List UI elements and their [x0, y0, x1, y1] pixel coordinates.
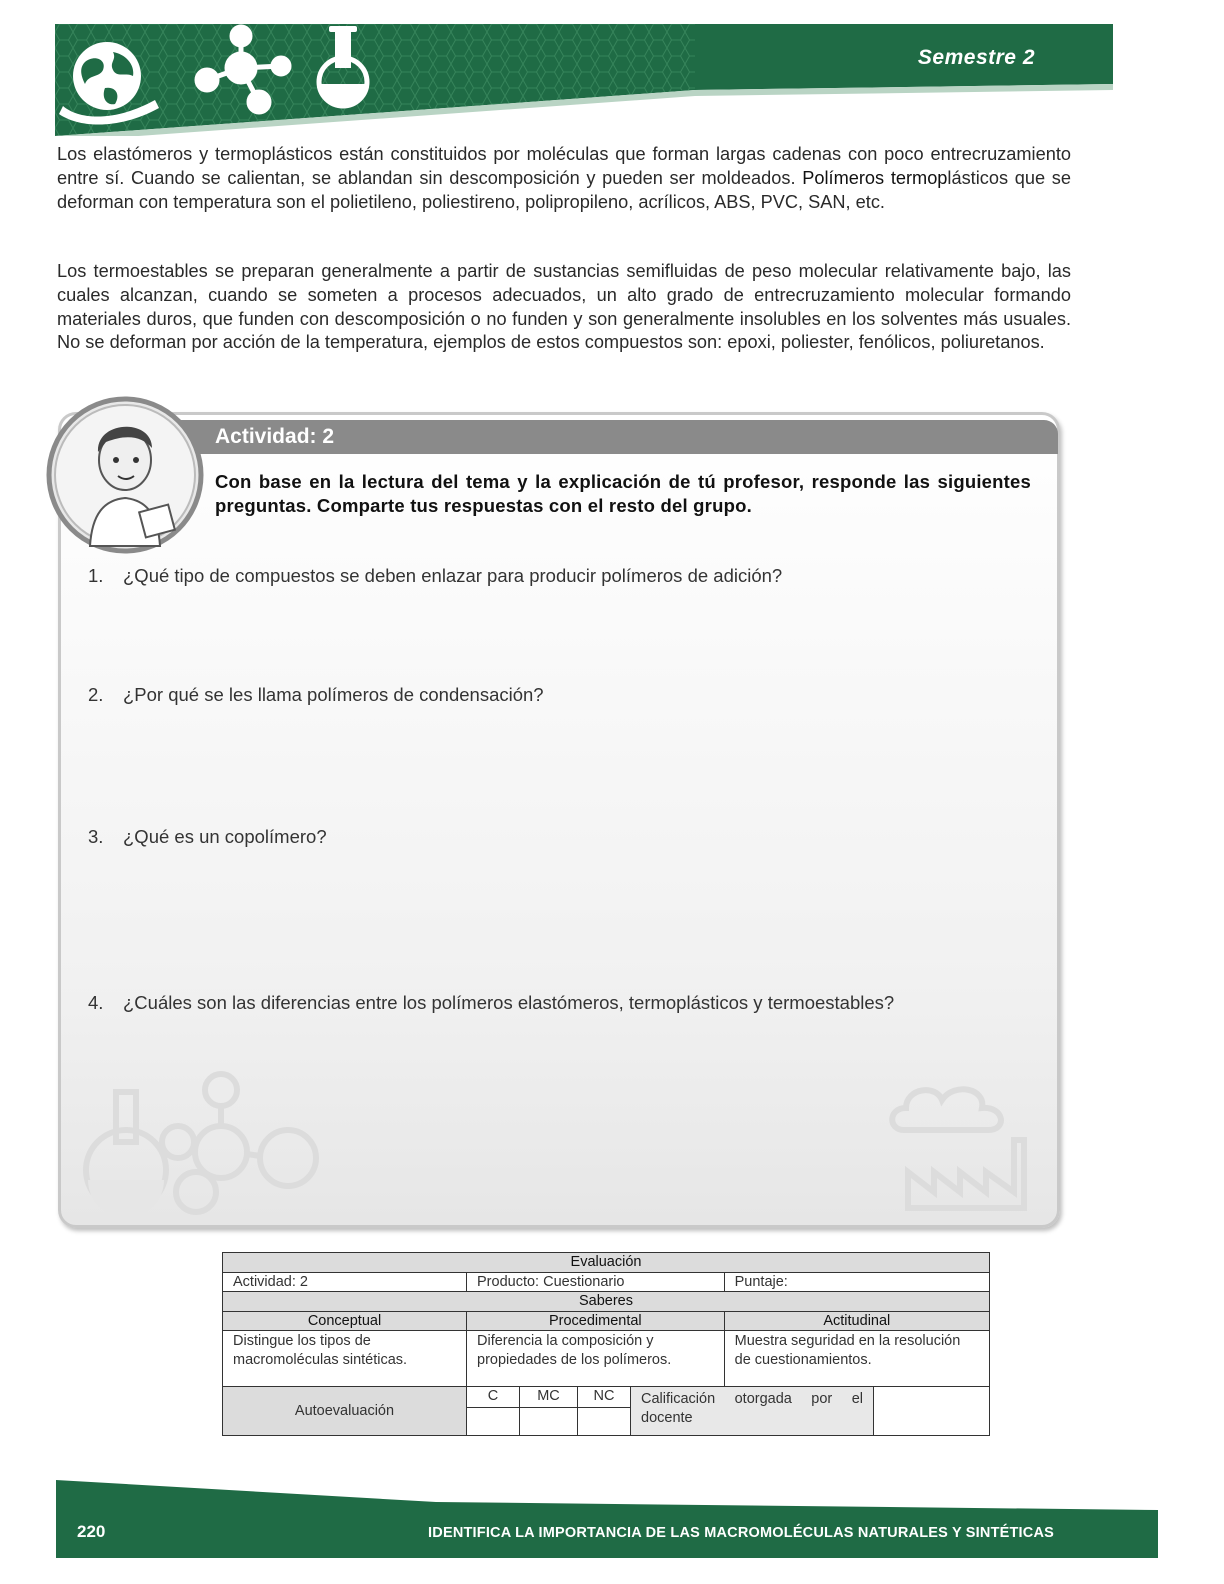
question-item	[88, 826, 327, 848]
activity-title: Actividad: 2	[215, 425, 335, 448]
product-cell: Producto: Cuestionario	[467, 1273, 725, 1292]
nc-checkbox[interactable]	[578, 1407, 631, 1435]
question-text: ¿Qué tipo de compuestos se deben enlazar para producir polímeros de adición?	[123, 565, 783, 586]
question-item	[88, 565, 782, 587]
mc-checkbox[interactable]	[520, 1407, 578, 1435]
conceptual-cell: Distingue los tipos de macromoléculas sintéticas.	[223, 1331, 467, 1387]
question-number: 3.	[88, 826, 104, 847]
student-avatar-icon	[46, 396, 204, 554]
question-number: 1.	[88, 565, 104, 586]
nc-header: NC	[578, 1387, 631, 1407]
procedimental-cell: Diferencia la composición y propiedades de los polímeros.	[467, 1331, 725, 1387]
factory-watermark-icon	[884, 1080, 1034, 1215]
actitudinal-cell: Muestra seguridad en la resolución de cuestionamientos.	[724, 1331, 989, 1387]
self-evaluation-table	[223, 1387, 989, 1435]
self-evaluation-label: Autoevaluación	[223, 1387, 467, 1435]
paragraph-emphasis: Polímeros termop	[802, 167, 948, 188]
question-item	[88, 992, 894, 1014]
score-cell: Puntaje:	[724, 1273, 989, 1292]
page-number: 220	[77, 1522, 106, 1541]
grade-label: Calificación otorgada por el docente	[631, 1387, 874, 1435]
paragraph-text: lásticos que se deforman con temperatura son el polietileno, poliestireno, polipropileno, acrílicos, ABS, PVC, SAN, etc.	[57, 167, 1072, 212]
paragraph-text: Los elastómeros y termoplásticos están constituidos por moléculas que forman largas cadenas con poco entrecruzamiento entre sí. Cuando se calientan, se ablandan sin descomposición y pueden ser moldeados.	[57, 144, 1071, 188]
grade-cell[interactable]	[874, 1387, 990, 1435]
semester-label: Semestre 2	[917, 46, 1035, 69]
paragraph-thermoplastics	[57, 143, 1071, 214]
question-text: ¿Cuáles son las diferencias entre los polímeros elastómeros, termoplásticos y termoestables?	[123, 992, 895, 1013]
actitudinal-header: Actitudinal	[724, 1312, 989, 1331]
header-banner	[55, 24, 1113, 136]
question-item	[88, 684, 544, 706]
question-text: ¿Qué es un copolímero?	[123, 826, 327, 847]
flask-molecule-watermark-icon	[78, 1070, 328, 1220]
evaluation-table	[222, 1252, 990, 1436]
saberes-header: Saberes	[223, 1292, 990, 1312]
procedimental-header: Procedimental	[467, 1312, 725, 1331]
c-checkbox[interactable]	[467, 1407, 520, 1435]
question-number: 2.	[88, 684, 104, 705]
activity-instructions: Con base en la lectura del tema y la explicación de tú profesor, responde las siguientes preguntas. Comparte tus respuestas con el resto del grupo.	[215, 471, 1031, 516]
paragraph-thermosets: Los termoestables se preparan generalmente a partir de sustancias semifluidas de peso molecular relativamente bajo, las cuales alcanzan, cuando se someten a procesos adecuados, un alto grado de entrecruzamiento molecular formando materiales duros, que funden con descomposición o no funden y son generalmente insolubles en los solventes más usuales. No se deforman por acción de la temperatura, ejemplos de estos compuestos son: epoxi, poliester, fenólicos, poliuretanos.	[57, 261, 1071, 353]
conceptual-header: Conceptual	[223, 1312, 467, 1331]
mc-header: MC	[520, 1387, 578, 1407]
footer-title: IDENTIFICA LA IMPORTANCIA DE LAS MACROMOLÉCULAS NATURALES Y SINTÉTICAS	[428, 1525, 1054, 1541]
question-number: 4.	[88, 992, 104, 1013]
question-text: ¿Por qué se les llama polímeros de condensación?	[123, 684, 544, 705]
footer-banner	[56, 1480, 1158, 1558]
evaluation-title: Evaluación	[223, 1253, 990, 1273]
header-graphic	[55, 24, 1113, 136]
activity-cell: Actividad: 2	[223, 1273, 467, 1292]
c-header: C	[467, 1387, 520, 1407]
